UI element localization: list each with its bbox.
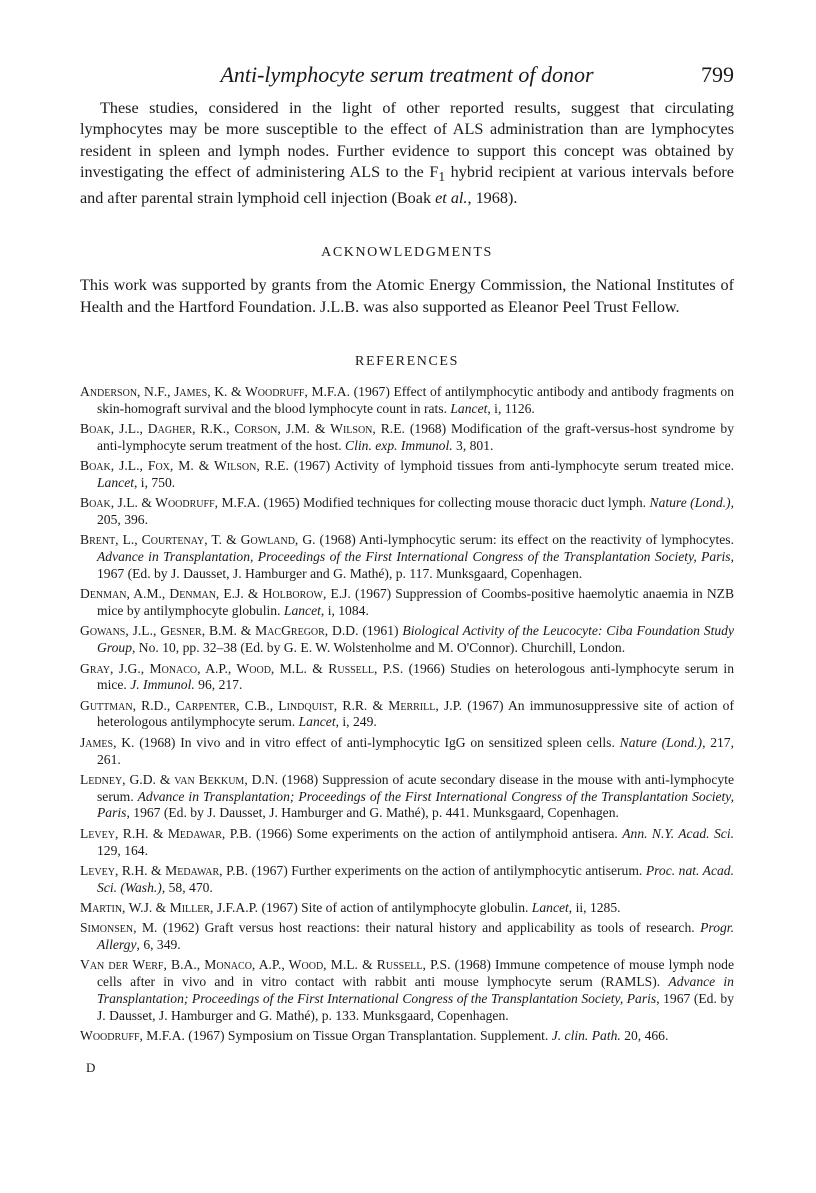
reference-journal: Clin. exp. Immunol. bbox=[345, 437, 453, 453]
reference-text: (1968) Modification of the graft-versus-host syndrome by anti-lymphocyte serum treatment of the host. bbox=[97, 421, 734, 453]
reference-volume: 3, 801. bbox=[452, 437, 494, 453]
reference-text: (1967) Site of action of antilymphocyte globulin. bbox=[258, 899, 532, 915]
reference-volume: , i, 1084. bbox=[320, 603, 369, 619]
reference-journal: Advance in Transplantation, Proceedings of the First International Congress of the Transplantation Society, Paris bbox=[97, 549, 731, 565]
acknowledgments-heading: ACKNOWLEDGMENTS bbox=[321, 245, 493, 261]
reference-volume: , 6, 349. bbox=[136, 936, 181, 952]
reference-text: (1961) bbox=[358, 623, 403, 639]
reference-journal: Lancet bbox=[97, 475, 134, 491]
intro-italic: et al. bbox=[435, 188, 468, 207]
reference-item bbox=[80, 421, 734, 455]
reference-authors: Gray, J.G., Monaco, A.P., Wood, M.L. & Russell, P.S. bbox=[80, 660, 404, 676]
reference-authors: Simonsen, M. bbox=[80, 920, 158, 936]
reference-text: (1967) Suppression of Coombs-positive haemolytic anaemia in NZB mice by antilymphocyte globulin. bbox=[97, 586, 735, 619]
reference-volume: 20, 466. bbox=[620, 1027, 669, 1043]
reference-volume: , 58, 470. bbox=[161, 879, 213, 895]
reference-text: (1967) Further experiments on the action of antilymphocytic antiserum. bbox=[248, 862, 646, 878]
page-number: 799 bbox=[701, 62, 734, 87]
reference-list bbox=[80, 384, 734, 1045]
reference-journal: Biological Activity of the Leucocyte: Ciba Foundation Study Group bbox=[97, 623, 734, 656]
reference-authors: Levey, R.H. & Medawar, P.B. bbox=[80, 825, 252, 841]
reference-item bbox=[80, 900, 734, 917]
reference-text: (1967) Activity of lymphoid tissues from anti-lymphocyte serum treated mice. bbox=[288, 458, 734, 474]
reference-authors: Woodruff, M.F.A. bbox=[80, 1027, 185, 1043]
acknowledgments-text: This work was supported by grants from the Atomic Energy Commission, the National Institutes of Health and the Hartford Foundation. J.L.B. was also supported as Eleanor Peel Trust Fellow. bbox=[80, 276, 734, 316]
reference-authors: Anderson, N.F., James, K. & Woodruff, M.F.A. bbox=[80, 384, 351, 400]
reference-item bbox=[80, 661, 734, 695]
reference-journal: J. clin. Path. bbox=[551, 1027, 621, 1043]
references-heading: REFERENCES bbox=[355, 354, 459, 370]
reference-journal: Lancet bbox=[531, 899, 569, 915]
reference-journal: Advance in Transplantation; Proceedings of the First International Congress of the Transplantation Society, Paris bbox=[97, 788, 734, 821]
reference-journal: Nature (Lond.) bbox=[619, 734, 703, 750]
reference-text: (1967) Symposium on Tissue Organ Transplantation. Supplement. bbox=[184, 1027, 552, 1043]
reference-journal: Proc. nat. Acad. Sci. (Wash.) bbox=[97, 862, 735, 895]
reference-text: (1968) Anti-lymphocytic serum: its effect on the reactivity of lymphocytes. bbox=[315, 532, 734, 548]
footer-mark: D bbox=[86, 1060, 96, 1075]
reference-text: (1968) Immune competence of mouse lymph node cells after in vivo and in vitro contact with rabbit anti mouse lymphocyte serum (RAMLS). bbox=[97, 957, 734, 990]
reference-journal: Progr. Allergy bbox=[97, 920, 734, 952]
intro-subscript: 1 bbox=[438, 169, 446, 185]
reference-text: (1966) Studies on heterologous anti-lymphocyte serum in mice. bbox=[97, 660, 734, 693]
reference-authors: Van der Werf, B.A., Monaco, A.P., Wood, M.L. & Russell, P.S. bbox=[80, 957, 451, 973]
reference-volume: , 217, 261. bbox=[97, 734, 735, 767]
reference-authors: Martin, W.J. & Miller, J.F.A.P. bbox=[80, 899, 259, 915]
reference-text: (1965) Modified techniques for collecting mouse thoracic duct lymph. bbox=[260, 495, 650, 511]
running-title: Anti-lymphocyte serum treatment of donor bbox=[220, 62, 594, 87]
reference-volume: , 205, 396. bbox=[97, 495, 734, 528]
reference-item bbox=[80, 735, 734, 769]
reference-text: (1966) Some experiments on the action of antilymphoid antisera. bbox=[251, 825, 623, 841]
intro-text-3: , 1968). bbox=[467, 188, 518, 207]
reference-item bbox=[80, 495, 734, 529]
reference-item bbox=[80, 623, 734, 657]
intro-paragraph bbox=[80, 98, 734, 209]
reference-authors: Ledney, G.D. & van Bekkum, D.N. bbox=[80, 771, 279, 787]
reference-authors: Guttman, R.D., Carpenter, C.B., Lindquist, R.R. & Merrill, J.P. bbox=[80, 697, 463, 713]
reference-journal: J. Immunol. bbox=[130, 677, 195, 693]
reference-text: (1968) Suppression of acute secondary disease in the mouse with anti-lymphocyte serum. bbox=[97, 771, 734, 804]
reference-authors: Boak, J.L. & Woodruff, M.F.A. bbox=[80, 495, 261, 511]
reference-journal: Nature (Lond.) bbox=[649, 495, 731, 511]
reference-item bbox=[80, 458, 734, 492]
reference-item bbox=[80, 957, 734, 1024]
running-header bbox=[80, 62, 734, 98]
reference-authors: James, K. bbox=[80, 734, 135, 750]
reference-authors: Brent, L., Courtenay, T. & Gowland, G. bbox=[80, 532, 316, 548]
reference-authors: Levey, R.H. & Medawar, P.B. bbox=[80, 862, 249, 878]
reference-item bbox=[80, 826, 734, 860]
reference-item bbox=[80, 863, 734, 897]
reference-volume: 96, 217. bbox=[194, 677, 243, 693]
reference-text: (1967) Effect of antilymphocytic antibody and antibody fragments on skin-homograft survival and the blood lymphocyte count in rats. bbox=[97, 384, 735, 416]
intro-text-2: hybrid recipient at various intervals before and after parental strain lymphoid cell injection (Boak bbox=[80, 163, 734, 207]
reference-text: (1967) An immunosuppressive site of action of heterologous antilymphocyte serum. bbox=[97, 697, 734, 730]
reference-authors: Boak, J.L., Fox, M. & Wilson, R.E. bbox=[80, 458, 289, 474]
reference-journal: Lancet bbox=[450, 400, 488, 416]
reference-item bbox=[80, 586, 734, 620]
reference-journal: Advance in Transplantation; Proceedings of the First International Congress of the Transplantation Society, Paris bbox=[97, 974, 734, 1006]
reference-volume: , 1967 (Ed. by J. Dausset, J. Hamburger and G. Mathé), p. 133. Munksgaard, Copenhagen. bbox=[97, 990, 734, 1023]
reference-journal: Lancet bbox=[298, 714, 336, 730]
reference-item bbox=[80, 698, 734, 732]
reference-journal: Lancet bbox=[283, 603, 321, 619]
page bbox=[80, 62, 734, 1048]
reference-text: (1962) Graft versus host reactions: their natural history and applicability as tools of research. bbox=[157, 920, 701, 936]
reference-volume: , i, 1126. bbox=[487, 400, 535, 416]
reference-item bbox=[80, 384, 734, 418]
reference-volume: , i, 750. bbox=[134, 475, 176, 491]
reference-volume: , 1967 (Ed. by J. Dausset, J. Hamburger and G. Mathé), p. 117. Munksgaard, Copenhagen. bbox=[97, 549, 734, 582]
reference-volume: , ii, 1285. bbox=[568, 899, 621, 915]
reference-volume: , No. 10, pp. 32–38 (Ed. by G. E. W. Wolstenholme and M. O'Connor). Churchill, London. bbox=[132, 640, 626, 656]
reference-volume: , i, 249. bbox=[335, 714, 377, 730]
intro-text-1: These studies, considered in the light of other reported results, suggest that circulating lymphocytes may be more susceptible to the effect of ALS administration than are lymphocytes resident in spleen and lymph nodes. Further evidence to support this concept was obtained by investigating the effect of administering ALS to the F bbox=[80, 99, 734, 182]
reference-item bbox=[80, 1028, 734, 1045]
reference-authors: Boak, J.L., Dagher, R.K., Corson, J.M. & Wilson, R.E. bbox=[80, 421, 405, 437]
reference-authors: Denman, A.M., Denman, E.J. & Holborow, E.J. bbox=[80, 586, 351, 602]
reference-volume: , 1967 (Ed. by J. Dausset, J. Hamburger and G. Mathé), p. 441. Munksgaard, Copenhagen. bbox=[126, 805, 619, 821]
reference-journal: Ann. N.Y. Acad. Sci. bbox=[622, 825, 734, 841]
reference-volume: 129, 164. bbox=[97, 842, 148, 858]
reference-item bbox=[80, 920, 734, 954]
reference-authors: Gowans, J.L., Gesner, B.M. & MacGregor, D.D. bbox=[80, 623, 359, 639]
reference-item bbox=[80, 772, 734, 822]
reference-item bbox=[80, 532, 734, 582]
reference-text: (1968) In vivo and in vitro effect of anti-lymphocytic IgG on sensitized spleen cells. bbox=[134, 734, 620, 750]
